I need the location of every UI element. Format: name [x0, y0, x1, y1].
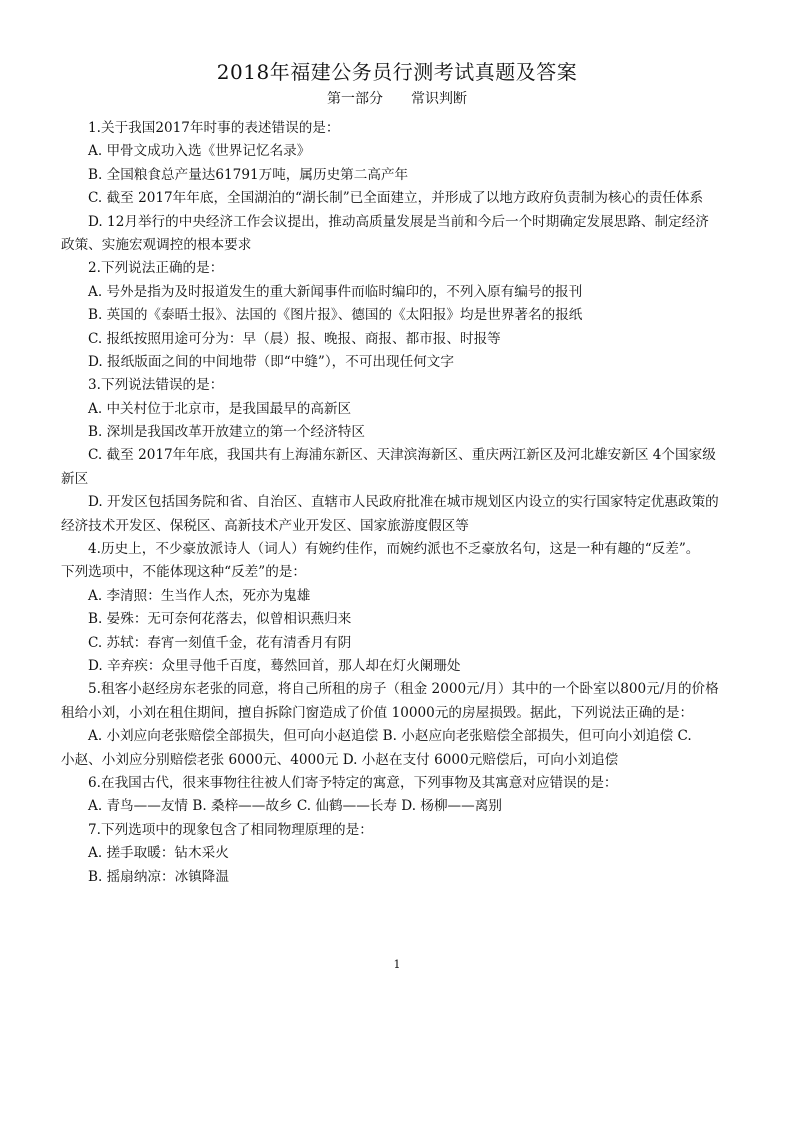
- page-number: 1: [393, 958, 401, 971]
- text-line: 下列选项中，不能体现这种“反差”的是：: [61, 564, 306, 581]
- text-line: 新区: [61, 470, 89, 487]
- document-title: 2018年福建公务员行测考试真题及答案: [216, 60, 578, 84]
- text-line: B. 深圳是我国改革开放建立的第一个经济特区: [88, 424, 365, 441]
- text-line: 租给小刘，小刘在租住期间，擅自拆除门窗造成了价值 10000元的房屋损毁。据此，下列说法正确的是：: [61, 704, 694, 721]
- text-line: C. 报纸按照用途可分为：早（晨）报、晚报、商报、都市报、时报等: [88, 330, 501, 347]
- section-name-label: 常识判断: [411, 91, 467, 107]
- text-line: A. 小刘应向老张赔偿全部损失，但可向小赵追偿 B. 小赵应向老张赔偿全部损失，但可向小刘追偿 C.: [88, 728, 692, 745]
- text-line: 2.下列说法正确的是：: [88, 260, 224, 277]
- text-line: A. 青鸟——友情 B. 桑梓——故乡 C. 仙鹤——长寿 D. 杨柳——离别: [88, 798, 502, 815]
- text-line: 1.关于我国2017年时事的表述错误的是：: [88, 120, 340, 136]
- text-line: A. 中关村位于北京市，是我国最早的高新区: [88, 400, 352, 417]
- text-line: A. 搓手取暖：钻木采火: [88, 845, 229, 862]
- text-line: B. 全国粮食总产量达61791万吨，属历史第二高产年: [88, 166, 409, 183]
- text-line: A. 李清照：生当作人杰，死亦为鬼雄: [88, 587, 311, 604]
- document-body: [61, 117, 737, 889]
- text-line: 5.租客小赵经房东老张的同意，将自己所租的房子（租金 2000元/月）其中的一个卧室以800元/月的价格: [88, 681, 719, 698]
- text-line: C. 苏轼：春宵一刻值千金，花有清香月有阴: [88, 634, 352, 651]
- text-line: 政策、实施宏观调控的根本要求: [61, 236, 252, 253]
- text-line: D. 辛弃疾：众里寻他千百度，蓦然回首，那人却在灯火阑珊处: [88, 657, 461, 674]
- text-line: 经济技术开发区、保税区、高新技术产业开发区、国家旅游度假区等: [61, 517, 469, 534]
- text-line: A. 甲骨文成功入选《世界记忆名录》: [88, 143, 311, 160]
- text-line: B. 晏殊：无可奈何花落去，似曾相识燕归来: [88, 611, 352, 628]
- text-line: 7.下列选项中的现象包含了相同物理原理的是：: [88, 821, 373, 838]
- text-line: D. 12月举行的中央经济工作会议提出，推动高质量发展是当前和今后一个时期确定发展思路、制定经济: [88, 213, 709, 230]
- text-line: A. 号外是指为及时报道发生的重大新闻事件而临时编印的，不列入原有编号的报刊: [88, 283, 583, 300]
- text-line: D. 开发区包括国务院和省、自治区、直辖市人民政府批准在城市规划区内设立的实行国家特定优惠政策的: [88, 494, 719, 511]
- text-line: C. 截至 2017年年底，全国湖泊的“湖长制”已全面建立，并形成了以地方政府负责制为核心的责任体系: [88, 190, 704, 207]
- section-heading: [0, 88, 794, 110]
- text-line: B. 英国的《泰晤士报》、法国的《图片报》、德国的《太阳报》均是世界著名的报纸: [88, 307, 583, 324]
- text-line: 6.在我国古代，很来事物往往被人们寄予特定的寓意，下列事物及其寓意对应错误的是：: [88, 774, 618, 791]
- text-line: 4.历史上，不少豪放派诗人（词人）有婉约佳作，而婉约派也不乏豪放名句，这是一种有趣的“反差”。: [88, 541, 700, 558]
- text-line: D. 报纸版面之间的中间地带（即“中缝”），不可出现任何文字: [88, 353, 454, 370]
- text-line: 小赵、小刘应分别赔偿老张 6000元、4000元 D. 小赵在支付 6000元赔偿后，可向小刘追偿: [61, 751, 619, 768]
- text-line: 3.下列说法错误的是：: [88, 377, 224, 394]
- text-line: B. 摇扇纳凉：冰镇降温: [88, 868, 229, 885]
- text-line: C. 截至 2017年年底，我国共有上海浦东新区、天津滨海新区、重庆两江新区及河北雄安新区 4个国家级: [88, 447, 716, 464]
- section-part-label: 第一部分: [327, 91, 383, 107]
